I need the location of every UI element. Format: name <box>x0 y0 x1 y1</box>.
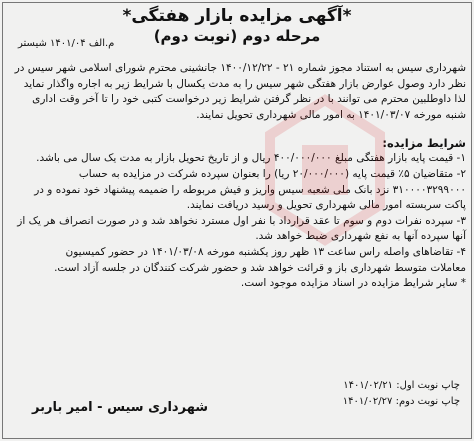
condition-line: ۱- قیمت پایه بازار هفتگی مبلغ ۴۰۰/۰۰۰/۰۰۰ ریال و از تاریخ تحویل بازار به مدت یک سال می باشد. <box>36 152 466 165</box>
condition-line: آنها سپرده آنها به نفع شهرداری ضبط خواهد شد. <box>255 230 466 243</box>
intro-line: نظر دارد وصول عوارض بازار هفتگی شهر سیس را به مدت یکسال با شرایط زیر به اجاره واگذار نماید <box>23 77 466 90</box>
condition-line: ۳- سپرده نفرات دوم و سوم تا عقد قرارداد با نفر اول مسترد نخواهد شد و در صورت انصراف هر یک از <box>17 214 466 227</box>
notice-footer <box>10 378 464 428</box>
condition-line: پاکت سربسته امور مالی شهرداری تحویل و رسید دریافت نمایند. <box>186 199 466 212</box>
print-date-first: چاپ نوبت اول: ۱۴۰۱/۰۲/۲۱ <box>343 380 460 391</box>
intro-line: لذا داوطلبین محترم می توانند با در نظر گرفتن شرایط زیر درخواست کتبی خود را تا آخر وقت اداری <box>32 93 466 106</box>
print-dates <box>343 378 460 410</box>
conditions-list <box>8 151 466 291</box>
notice-subtitle: مرحله دوم (نوبت دوم) <box>153 27 321 45</box>
intro-line: شنبه مورخه ۱۴۰۱/۰۳/۰۷ به امور مالی شهرداری تحویل نمایند. <box>196 108 466 121</box>
intro-line: شهرداری سیس به استناد مجوز شماره ۲۱ - ۱۴۰۰/۱۲/۲۲ جانشینی محترم شورای اسلامی شهر سیس در <box>14 62 466 74</box>
conditions-title: شرایط مزایده: <box>382 136 466 151</box>
condition-line: ۴- تقاضاهای واصله راس ساعت ۱۳ ظهر روز یکشنبه مورخه ۱۴۰۱/۰۳/۰۸ در حضور کمیسیون <box>65 245 466 258</box>
reference-number: م.الف ۱۴۰۱/۰۴ شیستر <box>18 38 115 49</box>
condition-line: * سایر شرایط مزایده در اسناد مزایده موجود است. <box>240 277 466 290</box>
intro-paragraph <box>8 61 466 123</box>
condition-line: ۳۱۰۰۰۰۳۲۹۹۰۰۰ نزد بانک ملی شعبه سیس واریز و فیش مربوطه را ضمیمه پیشنهاد خود نموده و در <box>34 183 466 196</box>
print-date-second: چاپ نوبت دوم: ۱۴۰۱/۰۲/۲۷ <box>342 396 460 407</box>
notice-title: *آگهی مزایده بازار هفتگی* <box>122 6 352 26</box>
condition-line: معاملات متوسط شهرداری باز و قرائت خواهد شد و حضور شرکت کنندگان در جلسه آزاد است. <box>54 261 466 274</box>
signature: شهرداری سیس - امیر باربر <box>32 400 209 415</box>
condition-line: ۲- متقاضیان ۵٪ قیمت پایه (۲۰/۰۰۰/۰۰۰ ریا) را بعنوان سپرده شرکت در مزایده به حساب <box>78 167 466 180</box>
